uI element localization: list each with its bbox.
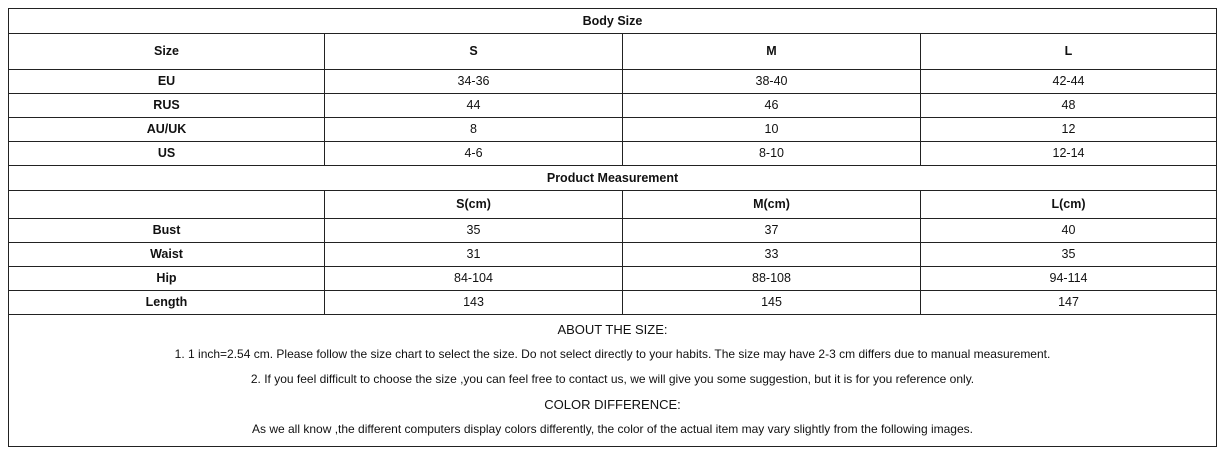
row-label: Length — [9, 291, 325, 315]
header-cell: M — [623, 34, 921, 70]
product-measurement-header-row — [9, 191, 1217, 219]
table-cell: 94-114 — [921, 267, 1217, 291]
about-size-note-1: 1. 1 inch=2.54 cm. Please follow the size chart to select the size. Do not select directly to your habits. The size may have 2-3 cm differs due to manual measurement. — [174, 347, 1051, 361]
table-cell: 38-40 — [623, 70, 921, 94]
table-row — [9, 243, 1217, 267]
color-difference-note: As we all know ,the different computers display colors differently, the color of the actual item may vary slightly from the following images. — [252, 422, 973, 436]
header-cell: S — [325, 34, 623, 70]
row-label: Hip — [9, 267, 325, 291]
table-cell: 147 — [921, 291, 1217, 315]
notes-cell — [9, 315, 1217, 447]
table-row — [9, 142, 1217, 166]
header-cell: L — [921, 34, 1217, 70]
table-cell: 37 — [623, 219, 921, 243]
body-size-title-row — [9, 9, 1217, 34]
table-cell: 40 — [921, 219, 1217, 243]
table-cell: 10 — [623, 118, 921, 142]
table-row — [9, 291, 1217, 315]
table-cell: 8-10 — [623, 142, 921, 166]
table-cell: 84-104 — [325, 267, 623, 291]
table-cell: 34-36 — [325, 70, 623, 94]
table-cell: 4-6 — [325, 142, 623, 166]
table-cell: 12-14 — [921, 142, 1217, 166]
header-cell: M(cm) — [623, 191, 921, 219]
product-measurement-title-row — [9, 166, 1217, 191]
table-cell: 8 — [325, 118, 623, 142]
table-row — [9, 94, 1217, 118]
product-measurement-title: Product Measurement — [9, 166, 1217, 191]
row-label: RUS — [9, 94, 325, 118]
table-cell: 145 — [623, 291, 921, 315]
table-cell: 35 — [325, 219, 623, 243]
table-cell: 35 — [921, 243, 1217, 267]
row-label: Waist — [9, 243, 325, 267]
header-cell: L(cm) — [921, 191, 1217, 219]
row-label: Bust — [9, 219, 325, 243]
header-cell: S(cm) — [325, 191, 623, 219]
table-cell: 42-44 — [921, 70, 1217, 94]
row-label: AU/UK — [9, 118, 325, 142]
size-chart-table — [8, 8, 1217, 447]
notes-row — [9, 315, 1217, 447]
table-row — [9, 118, 1217, 142]
table-cell: 88-108 — [623, 267, 921, 291]
table-cell: 46 — [623, 94, 921, 118]
row-label: US — [9, 142, 325, 166]
header-cell: Size — [9, 34, 325, 70]
body-size-title: Body Size — [9, 9, 1217, 34]
table-cell: 48 — [921, 94, 1217, 118]
table-cell: 143 — [325, 291, 623, 315]
row-label: EU — [9, 70, 325, 94]
size-chart-container — [8, 8, 1216, 447]
table-row — [9, 267, 1217, 291]
table-row — [9, 70, 1217, 94]
body-size-header-row — [9, 34, 1217, 70]
about-size-heading: ABOUT THE SIZE: — [557, 322, 668, 337]
about-size-note-2: 2. If you feel difficult to choose the size ,you can feel free to contact us, we will give you some suggestion, but it is for you reference only. — [250, 372, 975, 386]
table-cell: 44 — [325, 94, 623, 118]
table-cell: 31 — [325, 243, 623, 267]
table-cell: 33 — [623, 243, 921, 267]
color-difference-heading: COLOR DIFFERENCE: — [544, 397, 681, 412]
table-cell: 12 — [921, 118, 1217, 142]
header-cell — [9, 191, 325, 219]
table-row — [9, 219, 1217, 243]
